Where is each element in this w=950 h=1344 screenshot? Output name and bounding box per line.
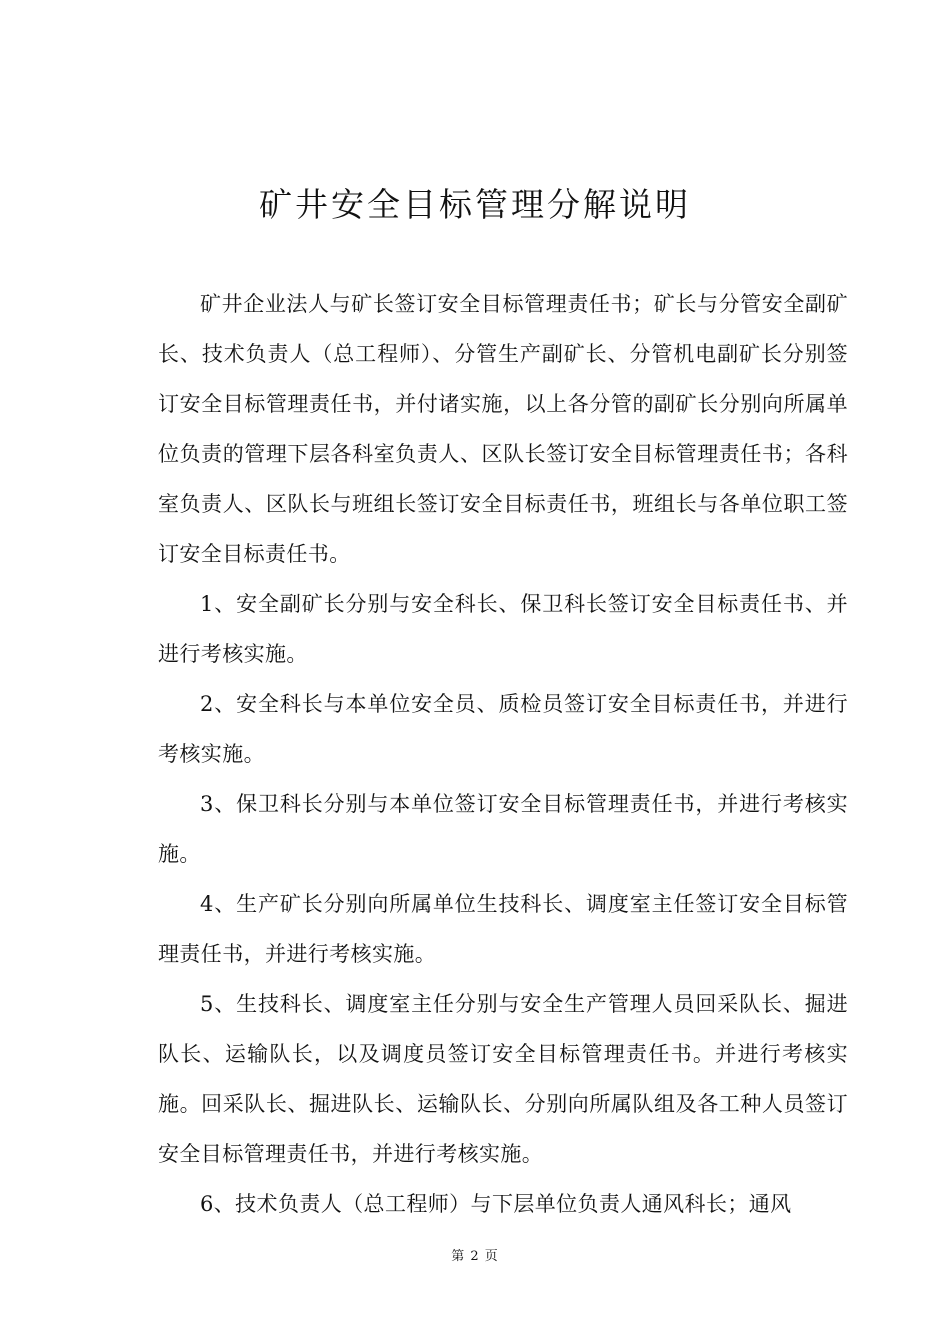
paragraph-intro: 矿井企业法人与矿长签订安全目标管理责任书；矿长与分管安全副矿长、技术负责人（总工程师）、分管生产副矿长、分管机电副矿长分别签订安全目标管理责任书，并付诸实施，以上各分管的副矿长分别向所属单位负责的管理下层各科室负责人、区队长签订安全目标管理责任书；各科室负责人、区队长与班组长签订安全目标责任书，班组长与各单位职工签订安全目标责任书。 xyxy=(158,292,848,566)
paragraph-item-5: 5、生技科长、调度室主任分别与安全生产管理人员回采队长、掘进队长、运输队长，以及调度员签订安全目标管理责任书。并进行考核实施。回采队长、掘进队长、运输队长、分别向所属队组及各工种人员签订安全目标管理责任书，并进行考核实施。 xyxy=(158,992,848,1166)
paragraph-item-2: 2、安全科长与本单位安全员、质检员签订安全目标责任书，并进行考核实施。 xyxy=(158,692,848,766)
paragraph-item-4: 4、生产矿长分别向所属单位生技科长、调度室主任签订安全目标管理责任书，并进行考核实施。 xyxy=(158,892,848,966)
paragraph-item-6: 6、技术负责人（总工程师）与下层单位负责人通风科长；通风 xyxy=(200,1192,792,1216)
page-number: 第 2 页 xyxy=(451,1249,499,1264)
document-body xyxy=(158,279,848,1229)
paragraph-item-3: 3、保卫科长分别与本单位签订安全目标管理责任书，并进行考核实施。 xyxy=(158,792,848,866)
document-title: 矿井安全目标管理分解说明 xyxy=(259,185,691,224)
paragraph-item-1: 1、安全副矿长分别与安全科长、保卫科长签订安全目标责任书、并进行考核实施。 xyxy=(158,592,848,666)
